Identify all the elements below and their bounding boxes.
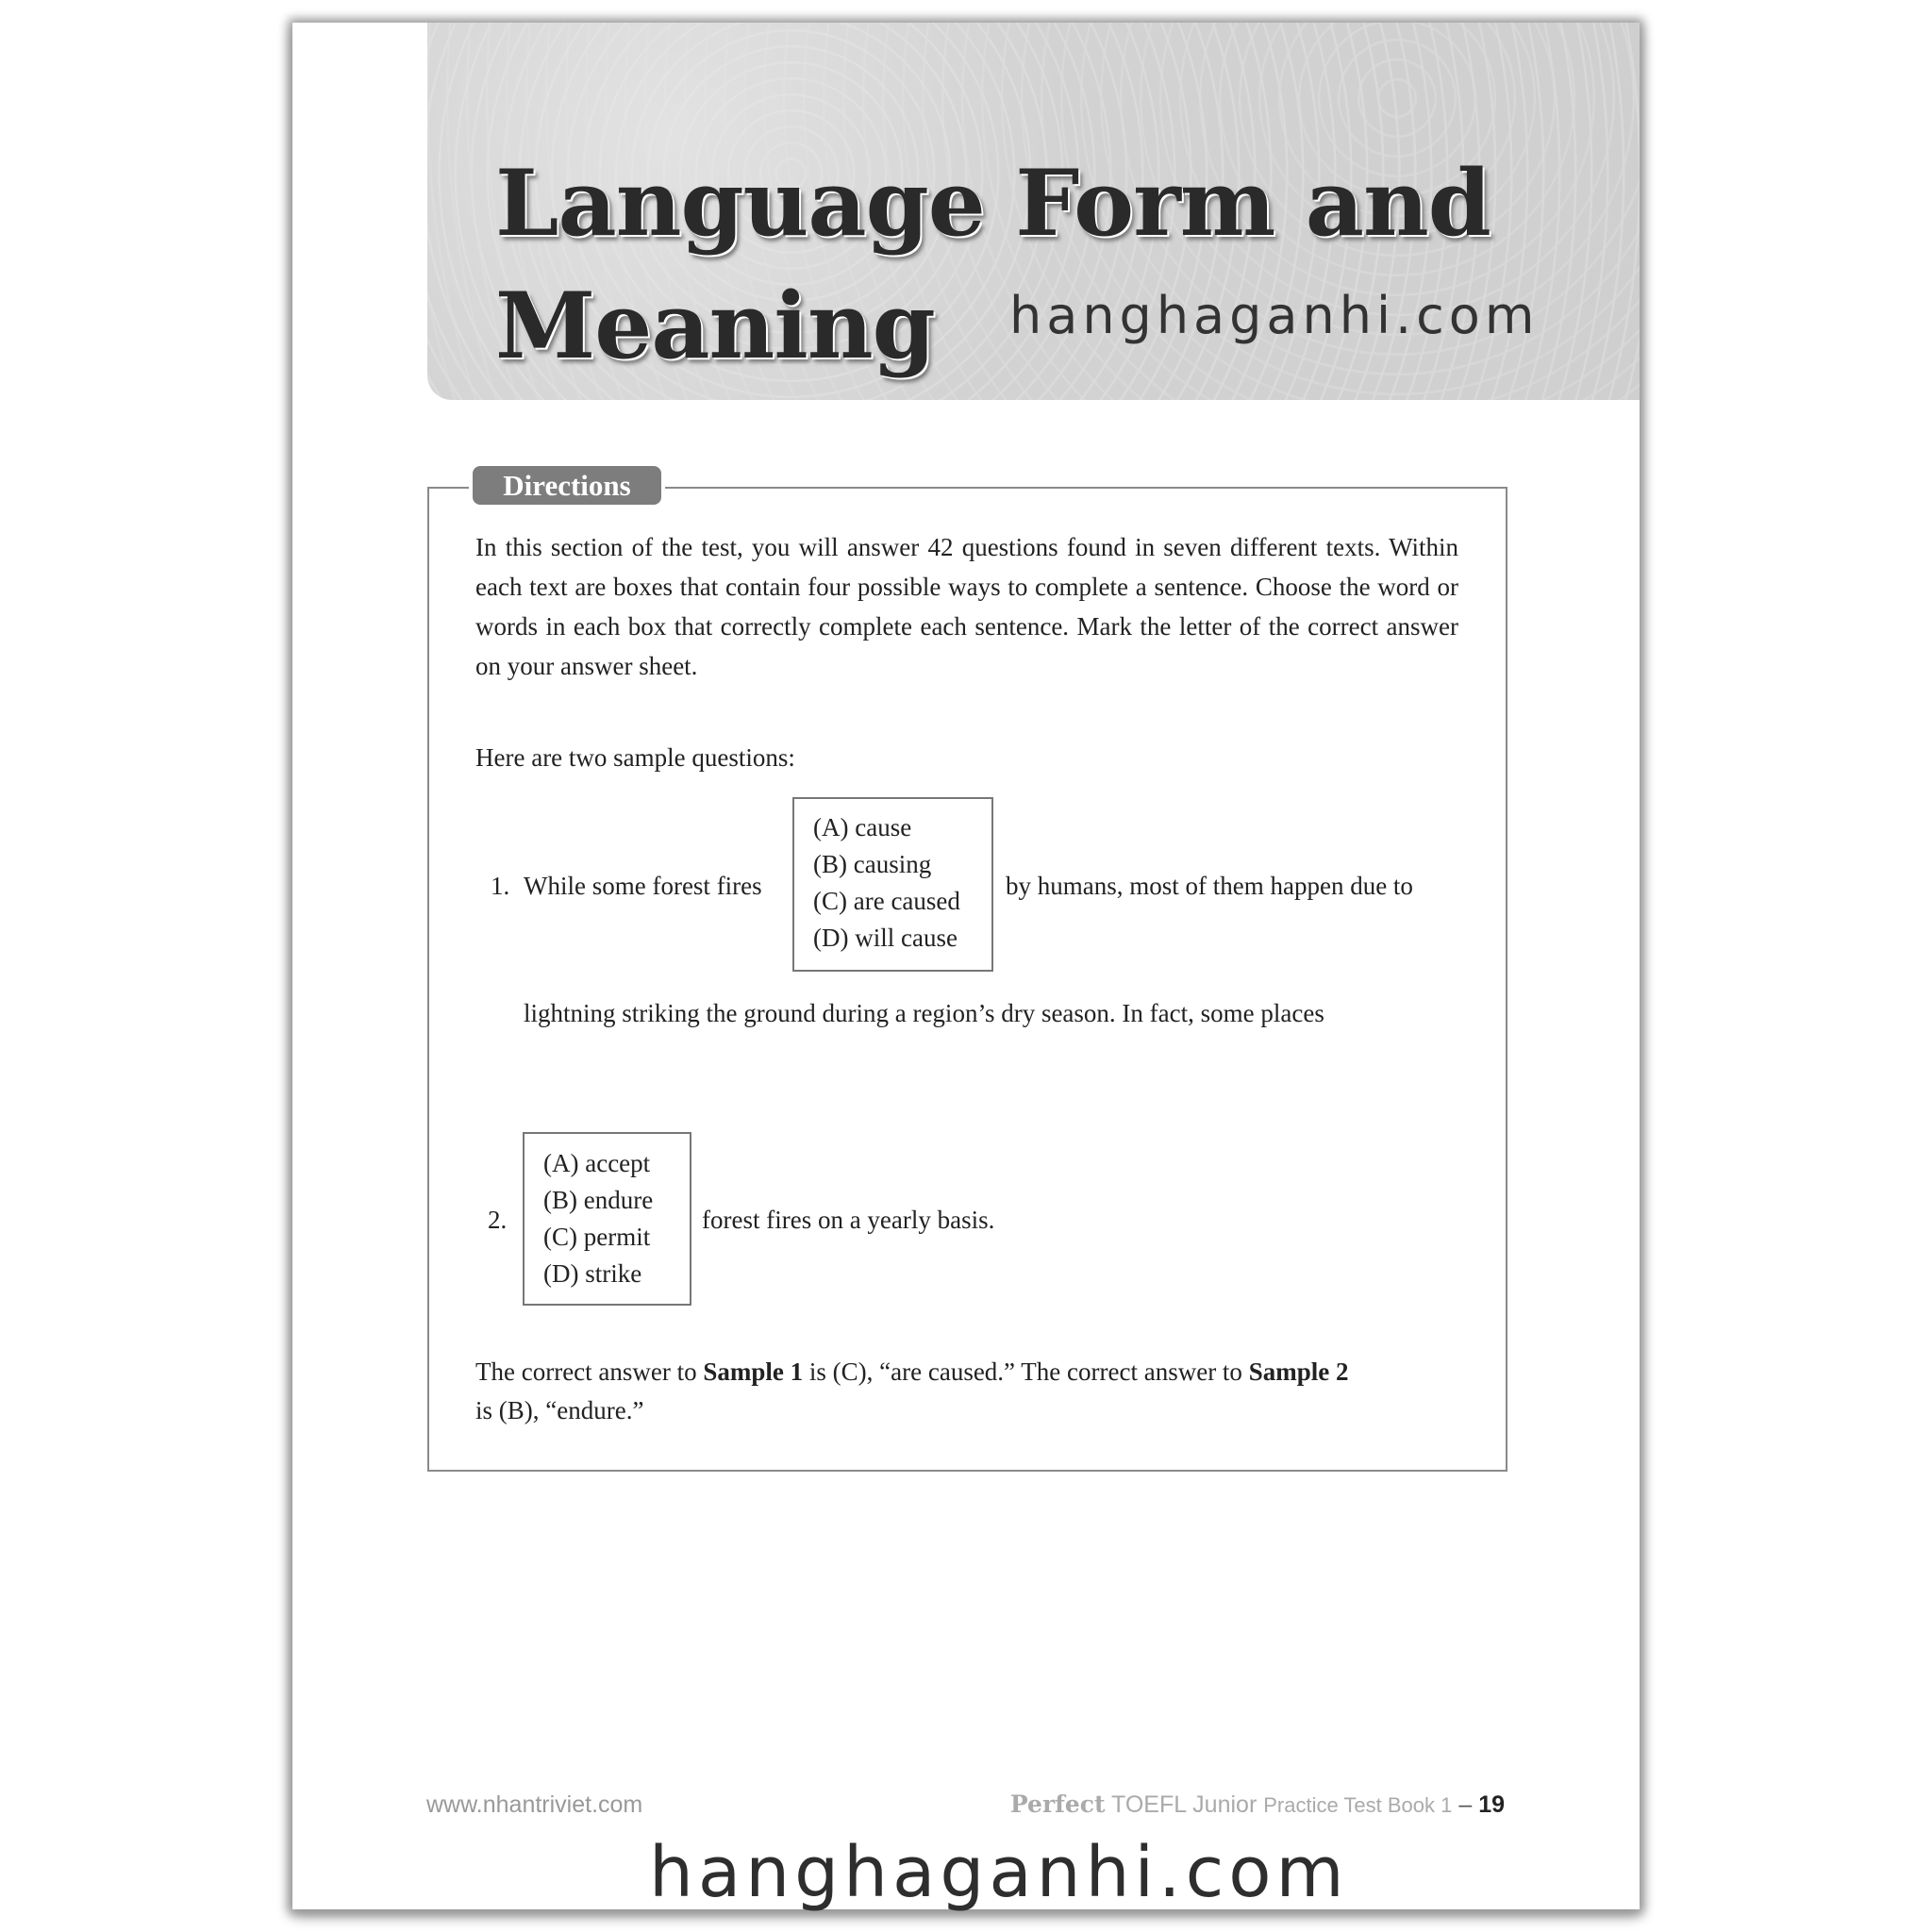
question-1-options-box — [792, 797, 993, 972]
option: (A) cause — [813, 813, 912, 841]
samples-label: Here are two sample questions: — [475, 743, 795, 772]
answer-sample-1: Sample 1 — [703, 1357, 804, 1386]
option: (C) permit — [543, 1223, 651, 1251]
footer-subtitle: Practice Test Book 1 — [1263, 1793, 1453, 1817]
question-1-number: 1. — [491, 872, 510, 900]
page-number: 19 — [1478, 1791, 1505, 1818]
directions-tab: Directions — [473, 466, 661, 505]
watermark-bottom: hanghaganhi.com — [649, 1832, 1349, 1913]
option: (A) accept — [543, 1149, 651, 1177]
watermark-top: hanghaganhi.com — [1009, 286, 1540, 345]
option: (C) are caused — [813, 887, 960, 915]
answer-line-2: is (B), “endure.” — [475, 1396, 644, 1424]
question-1-after: by humans, most of them happen due to — [1006, 872, 1413, 900]
question-2-after: forest fires on a yearly basis. — [702, 1206, 995, 1234]
directions-intro: In this section of the test, you will answer 42 questions found in seven different texts. Within each text are boxes that contain four possible ways to complete a sentence. Choose the word or words in each box that correctly complete each sentence. Mark the letter of the correct answer on your answer sheet. — [475, 533, 1458, 680]
footer-website: www.nhantriviet.com — [426, 1791, 643, 1818]
option: (B) causing — [813, 850, 932, 878]
footer-book: TOEFL Junior — [1111, 1791, 1257, 1818]
answer-line-1 — [475, 1359, 1348, 1385]
section-title-line1: Language Form and — [495, 150, 1491, 257]
option: (B) endure — [543, 1186, 654, 1214]
footer-book-title — [1010, 1790, 1505, 1819]
footer-dash: – — [1458, 1791, 1473, 1818]
option: (D) strike — [543, 1259, 642, 1288]
question-1-continuation: lightning striking the ground during a region’s dry season. In fact, some places — [524, 999, 1324, 1027]
footer-brand: Perfect — [1009, 1790, 1106, 1818]
question-2-options-box — [523, 1132, 691, 1306]
option: (D) will cause — [813, 924, 958, 952]
answer-sample-2: Sample 2 — [1248, 1357, 1349, 1386]
section-title-line2: Meaning — [495, 273, 935, 379]
question-1-before: While some forest fires — [524, 872, 762, 900]
answer-text: The correct answer to — [475, 1357, 704, 1386]
question-2-number: 2. — [488, 1206, 508, 1234]
answer-text: is (C), “are caused.” The correct answer to — [803, 1357, 1249, 1386]
